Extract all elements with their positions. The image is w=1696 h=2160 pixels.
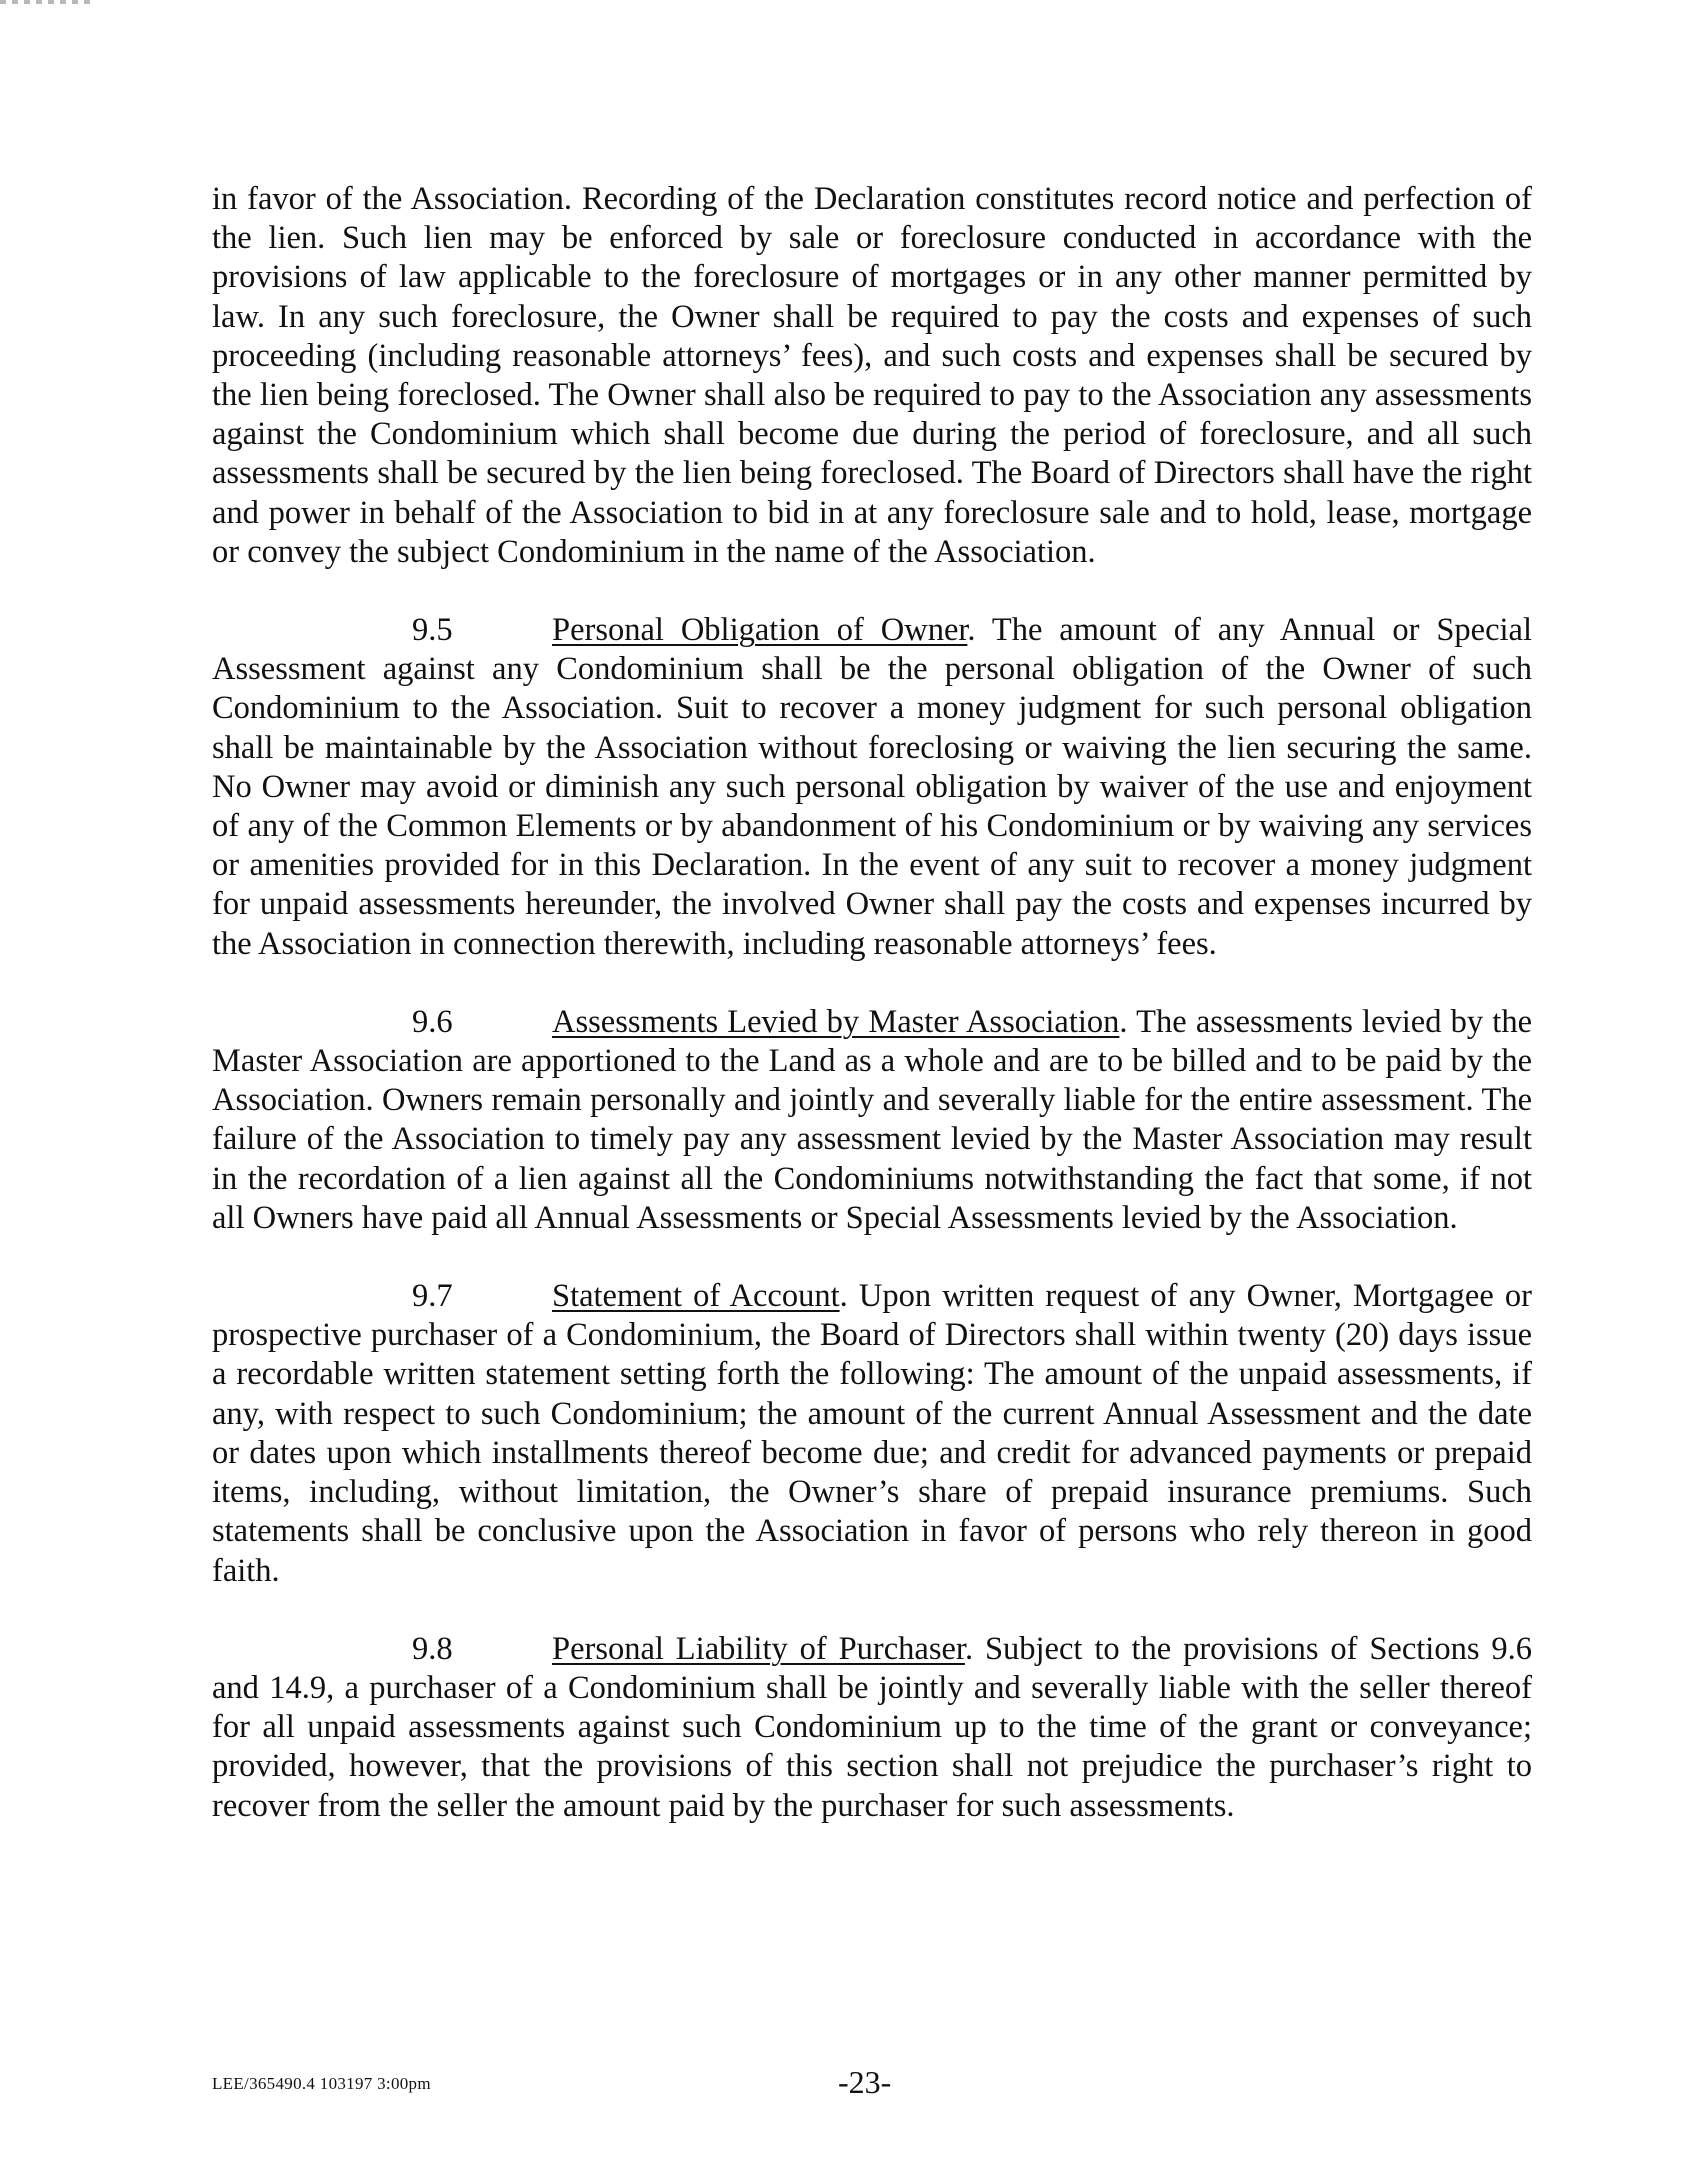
section-text: . The amount of any Annual or Special Assessment against any Condominium shall be the personal obligation of the Owner of such Condominium to the Association. Suit to recover a money judgment for such personal obligation shall be maintainable by the Association without foreclosing or waiving the lien securing the same. No Owner may avoid or diminish any such personal obligation by waiver of the use and enjoyment of any of the Common Elements or by abandonment of his Condominium or by waiving any services or amenities provided for in this Declaration. In the event of any suit to recover a money judgment for unpaid assessments hereunder, the involved Owner shall pay the costs and expenses incurred by the Association in connection therewith, including reasonable attorneys’ fees. [212,612,1532,962]
section-9-5 [212,611,1532,964]
opening-paragraph: in favor of the Association. Recording of the Declaration constitutes record notice and perfection of the lien. Such lien may be enforced by sale or foreclosure conducted in accordance with the provisions of law applicable to the foreclosure of mortgages or in any other manner permitted by law. In any such foreclosure, the Owner shall be required to pay the costs and expenses of such proceeding (including reasonable attorneys’ fees), and such costs and expenses shall be secured by the lien being foreclosed. The Owner shall also be required to pay to the Association any assessments against the Condominium which shall become due during the period of foreclosure, and all such assessments shall be secured by the lien being foreclosed. The Board of Directors shall have the right and power in behalf of the Association to bid in at any foreclosure sale and to hold, lease, mortgage or convey the subject Condominium in the name of the Association. [212,181,1532,570]
section-title: Personal Liability of Purchaser [552,1630,965,1667]
section-number: 9.5 [412,612,453,649]
section-text: . The assessments levied by the Master Association are apportioned to the Land as a whole and are to be billed and to be paid by the Association. Owners remain personally and jointly and severally liable for the entire assessment. The failure of the Association to timely pay any assessment levied by the Master Association may result in the recordation of a lien against all the Condominiums notwithstanding the fact that some, if not all Owners have paid all Annual Assessments or Special Assessments levied by the Association. [212,1003,1532,1236]
document-body [212,180,1532,1865]
section-number: 9.6 [412,1003,453,1040]
section-text: . Subject to the provisions of Sections 9.6 and 14.9, a purchaser of a Condominium shall be jointly and severally liable with the seller thereof for all unpaid assessments against such Condominium up to the time of the grant or conveyance; provided, however, that the provisions of this section shall not prejudice the purchaser’s right to recover from the seller the amount paid by the purchaser for such assessments. [212,1630,1532,1824]
section-9-8 [212,1630,1532,1826]
section-9-6 [212,1003,1532,1238]
section-text: . Upon written request of any Owner, Mortgagee or prospective purchaser of a Condominium, the Board of Directors shall within twenty (20) days issue a recordable written statement setting forth the following: The amount of the unpaid assessments, if any, with respect to such Condominium; the amount of the current Annual Assessment and the date or dates upon which installments thereof become due; and credit for advanced payments or prepaid items, including, without limitation, the Owner’s share of prepaid insurance premiums. Such statements shall be conclusive upon the Association in favor of persons who rely thereon in good faith. [212,1278,1532,1589]
footer-doc-code: LEE/365490.4 103197 3:00pm [212,2074,431,2093]
section-number: 9.8 [412,1630,453,1667]
section-title: Assessments Levied by Master Association [552,1003,1120,1040]
section-title: Personal Obligation of Owner [552,612,968,649]
scan-artifact [0,0,90,4]
section-title: Statement of Account [552,1278,840,1315]
section-number: 9.7 [412,1278,453,1315]
section-9-7 [212,1277,1532,1591]
footer-page-number: -23- [838,2064,892,2100]
